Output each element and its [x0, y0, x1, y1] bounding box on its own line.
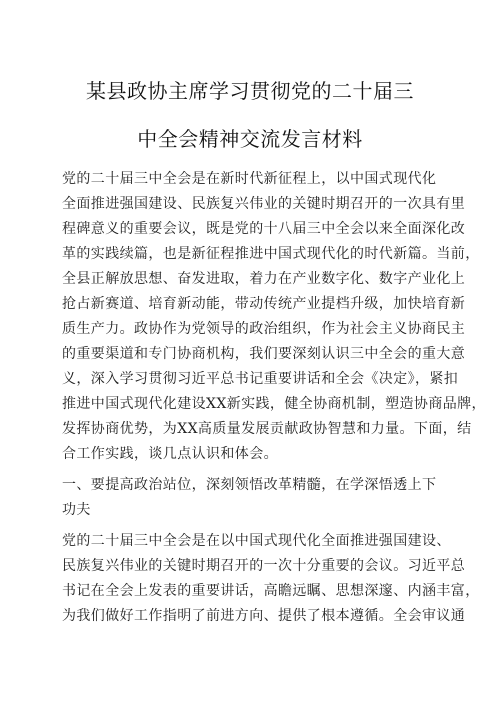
body-line: 的重要渠道和专门协商机构，我们要深刻认识三中全会的重大意: [62, 346, 466, 362]
body-line: 抢占新赛道、培育新动能，带动传统产业提档升级，加快培育新: [62, 296, 466, 312]
body-line: 合工作实践，谈几点认识和体会。: [62, 446, 278, 462]
body-line: 全面推进强国建设、民族复兴伟业的关键时期召开的一次具有里: [62, 196, 466, 212]
body-line: 为我们做好工作指明了前进方向、提供了根本遵循。全会审议通: [62, 608, 466, 624]
body-line: 程碑意义的重要会议，既是党的十八届三中全会以来全面深化改: [62, 221, 466, 237]
section-heading-line: 功夫: [62, 502, 91, 518]
body-line: 书记在全会上发表的重要讲话，高瞻远瞩、思想深邃、内涵丰富，: [62, 583, 480, 599]
body-line: 党的二十届三中全会是在以中国式现代化全面推进强国建设、: [62, 533, 451, 549]
document-title-line-1: 某县政协主席学习贯彻党的二十届三: [86, 79, 414, 103]
body-line: 质生产力。政协作为党领导的政治组织，作为社会主义协商民主: [62, 321, 466, 337]
body-line: 党的二十届三中全会是在新时代新征程上，以中国式现代化: [62, 171, 437, 187]
body-line: 全县正解放思想、奋发进取，着力在产业数字化、数字产业化上: [62, 271, 466, 287]
body-line: 民族复兴伟业的关键时期召开的一次十分重要的会议。习近平总: [62, 558, 466, 574]
body-line: 推进中国式现代化建设XX新实践，健全协商机制，塑造协商品牌，: [62, 396, 486, 412]
section-heading-line: 一、要提高政治站位，深刻领悟改革精髓，在学深悟透上下: [62, 477, 437, 493]
body-line: 革的实践续篇，也是新征程推进中国式现代化的时代新篇。当前，: [62, 246, 480, 262]
document-title-line-2: 中全会精神交流发言材料: [137, 127, 363, 151]
body-line: 义，深入学习贯彻习近平总书记重要讲话和全会《决定》，紧扣: [62, 371, 459, 387]
body-line: 发挥协商优势，为XX高质量发展贡献政协智慧和力量。下面，结: [62, 421, 472, 437]
